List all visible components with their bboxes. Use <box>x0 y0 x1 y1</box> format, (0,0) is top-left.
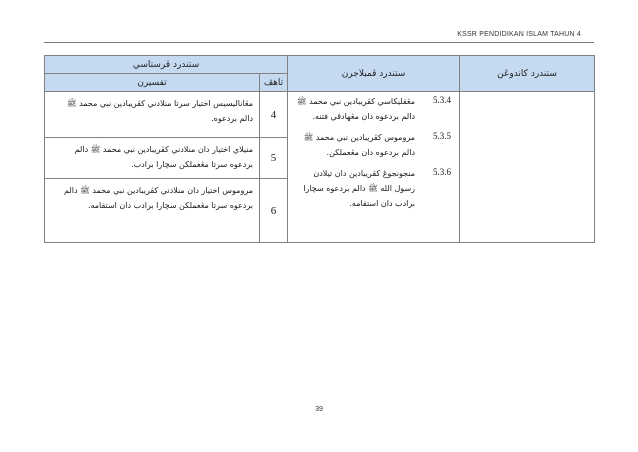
tahap-number: 4 <box>260 92 288 138</box>
standards-table <box>44 55 595 243</box>
document-header-title: KSSR PENDIDIKAN ISLAM TAHUN 4 <box>457 31 581 38</box>
tafsiran-text: مروموس اختيار دان منلادني کڤريبادين نبي محمد ﷺ دالم بردعوه سرتا مڠعملکن سچارا برادب دان استقامه. <box>45 179 260 243</box>
pembelajaran-text: منجونجوڠ کڤريبادين دان تيلادن رسول الله ﷺ دالم بردعوه سچارا برادب دان استقامه. <box>303 169 416 208</box>
kandungan-cell <box>460 92 595 243</box>
pembelajaran-item <box>296 166 451 211</box>
header-prestasi: ستندرد ڤرستاسي <box>45 56 288 74</box>
page-number: 39 <box>315 406 323 413</box>
pembelajaran-code: 5.3.6 <box>433 167 452 177</box>
header-pembelajaran: ستندرد ڤمبلاجرن <box>288 56 460 92</box>
header-tafsiran: تفسيرن <box>45 74 260 92</box>
tafsiran-text: مڠاناليسيس اختيار سرتا منلادني کڤريبادين نبي محمد ﷺ دالم بردعوه. <box>45 92 260 138</box>
pembelajaran-text: مڠقليکاسي کڤريبادين نبي محمد ﷺ دالم بردعوه دان مڠهادڤي فتنه. <box>296 97 416 121</box>
pembelajaran-code: 5.3.5 <box>433 131 452 141</box>
header-divider <box>44 42 594 43</box>
tafsiran-text: منيلاي اختيار دان منلادني کڤريبادين نبي محمد ﷺ دالم بردعوه سرتا مڠعملکن سچارا برادب. <box>45 138 260 179</box>
header-tahap: تاهڤ <box>260 74 288 92</box>
pembelajaran-text: مروموس کڤريبادين نبي محمد ﷺ دالم بردعوه دان مڠعملکن. <box>303 133 416 157</box>
tahap-number: 6 <box>260 179 288 243</box>
pembelajaran-cell <box>288 92 460 243</box>
pembelajaran-item <box>296 94 451 124</box>
pembelajaran-item <box>296 130 451 160</box>
header-kandungan: ستندرد کاندوڠن <box>460 56 595 92</box>
pembelajaran-code: 5.3.4 <box>433 95 452 105</box>
tahap-number: 5 <box>260 138 288 179</box>
